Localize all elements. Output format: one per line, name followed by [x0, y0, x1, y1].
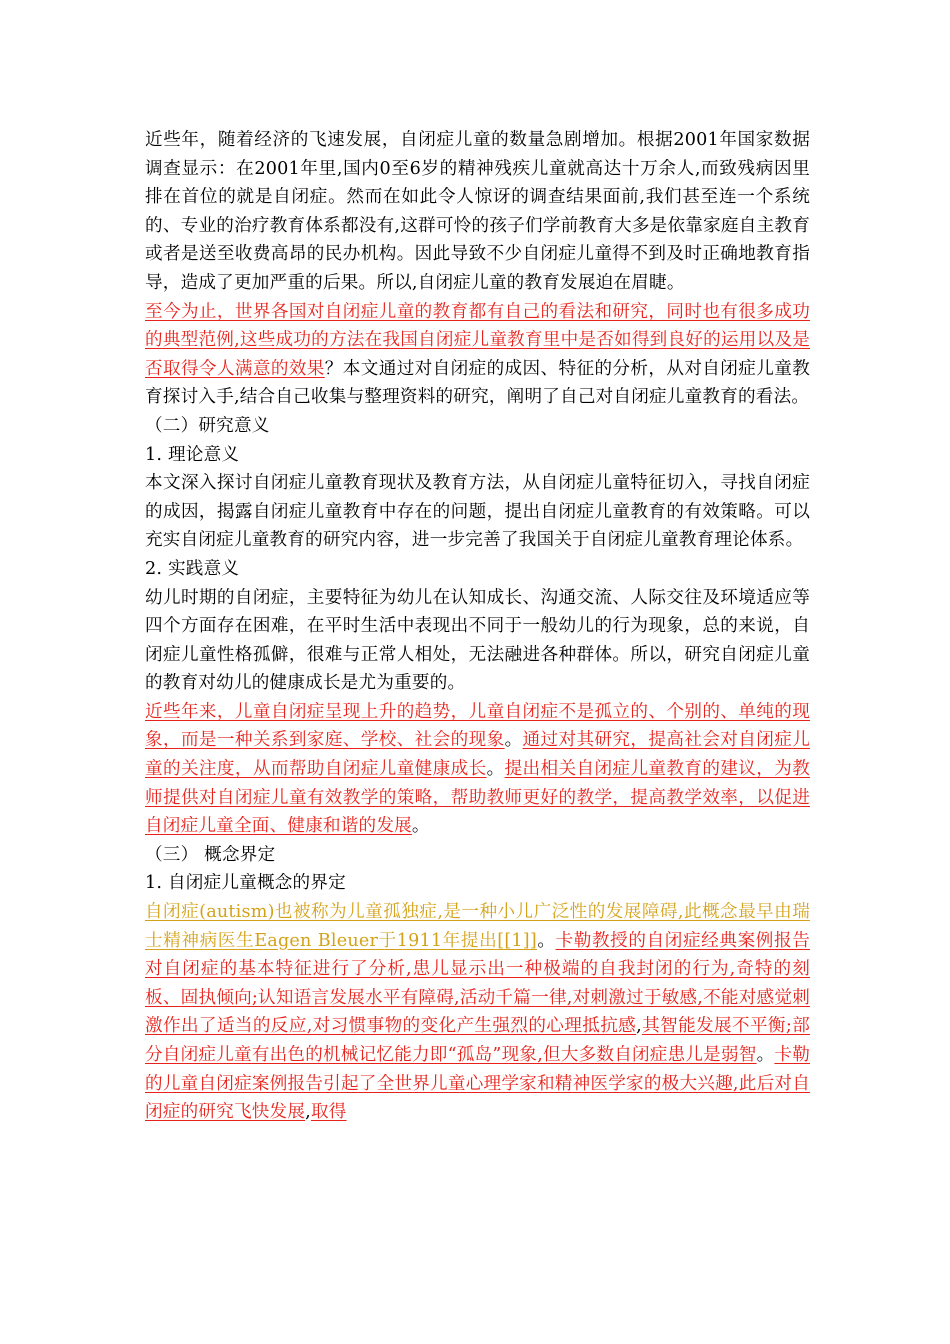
- highlighted-text: 近些年来，儿童自闭症呈现上升的趋势，儿童自闭症不是孤立的、个别的、单纯的现象，而是一种关系到家庭、学校、社会的现象: [145, 701, 810, 751]
- highlighted-text: 提出相关自闭症儿童教育的建议，为教师提供对自闭症儿童有效教学的策略，帮助教师更好的教学，提高教学效率，以促进自闭症儿童全面、健康和谐的发展: [145, 759, 810, 837]
- intro-paragraph: 近些年，随着经济的飞速发展，自闭症儿童的数量急剧增加。根据2001年国家数据调查显示：在2001年里,国内0至6岁的精神残疾儿童就高达十万余人,而致残病因里排在首位的就是自闭症。然而在如此令人惊讶的调查结果面前,我们甚至连一个系统的、专业的治疗教育体系都没有,这群可怜的孩子们学前教育大多是依靠家庭自主教育或者是送至收费高昂的民办机构。因此导致不少自闭症儿童得不到及时正确地教育指导，造成了更加严重的后果。所以,自闭症儿童的教育发展迫在眉睫。: [145, 130, 810, 293]
- highlighted-text: 其智能发展不平衡;部分自闭症儿童有出色的机械记忆能力即“孤岛”现象,但大多数自闭症患儿是弱智: [145, 1016, 810, 1065]
- document-page: [145, 126, 810, 1127]
- highlighted-text: 通过对其研究，提高社会对自闭症儿童的关注度，从而帮助自闭症儿童健康成长: [145, 730, 811, 780]
- punctuation: 。: [536, 930, 556, 951]
- theory-paragraph: 本文深入探讨自闭症儿童教育现状及教育方法，从自闭症儿童特征切入，寻找自闭症的成因，揭露自闭症儿童教育中存在的问题，提出自闭症儿童教育的有效策略。可以充实自闭症儿童教育的研究内容，进一步完善了我国关于自闭症儿童教育理论体系。: [145, 473, 810, 551]
- punctuation: ,: [636, 1016, 642, 1037]
- paragraph-text: ？本文通过对自闭症的成因、特征的分析，从对自闭症儿童教育探讨入手,结合自己收集与整理资料的研究，阐明了自己对自闭症儿童教育的看法。: [145, 358, 810, 408]
- section-heading-concept: （三） 概念界定: [145, 844, 276, 865]
- highlighted-text: 卡勒的儿童自闭症案例报告引起了全世界儿童心理学家和精神医学家的极大兴趣,此后对自闭症的研究飞快发展: [145, 1045, 810, 1123]
- highlighted-text-yellow: 自闭症(autism)也被称为儿童孤独症,是一种小儿广泛性的发展障碍,此概念最早由瑞士精神病医生Eagen Bleuer于1911年提出[[1]]: [145, 902, 810, 951]
- subheading-practice: 2. 实践意义: [145, 558, 240, 579]
- highlighted-text: 卡勒教授的自闭症经典案例报告对自闭症的基本特征进行了分析,患儿显示出一种极端的自我封闭的行为,奇特的刻板、固执倾向;认知语言发展水平有障碍,活动千篇一律,对刺激过于敏感,不能对感觉刺激作出了适当的反应,对习惯事物的变化产生强烈的心理抵抗感: [145, 930, 810, 1037]
- punctuation: 。: [486, 759, 505, 780]
- subheading-theory: 1. 理论意义: [145, 444, 240, 465]
- subheading-concept1: 1. 自闭症儿童概念的界定: [145, 873, 346, 894]
- highlighted-text: 取得: [310, 1102, 347, 1123]
- purpose-paragraph: [145, 298, 810, 412]
- concept-paragraph: [145, 898, 810, 1127]
- highlighted-text: 至今为止，世界各国对自闭症儿童的教育都有自己的看法和研究，同时也有很多成功的典型范例,这些成功的方法在我国自闭症儿童教育里中是否如得到良好的运用以及是否取得令人满意的效果: [145, 301, 810, 379]
- section-heading-significance: （二）研究意义: [145, 415, 270, 436]
- punctuation: 。: [756, 1045, 775, 1065]
- significance-paragraph: [145, 698, 810, 841]
- practice-paragraph: 幼儿时期的自闭症，主要特征为幼儿在认知成长、沟通交流、人际交往及环境适应等四个方面存在困难，在平时生活中表现出不同于一般幼儿的行为现象，总的来说，自闭症儿童性格孤僻，很难与正常人相处，无法融进各种群体。所以，研究自闭症儿童的教育对幼儿的健康成长是尤为重要的。: [145, 587, 810, 694]
- punctuation: ,: [305, 1102, 311, 1123]
- punctuation: 。: [504, 730, 523, 751]
- punctuation: 。: [411, 816, 430, 837]
